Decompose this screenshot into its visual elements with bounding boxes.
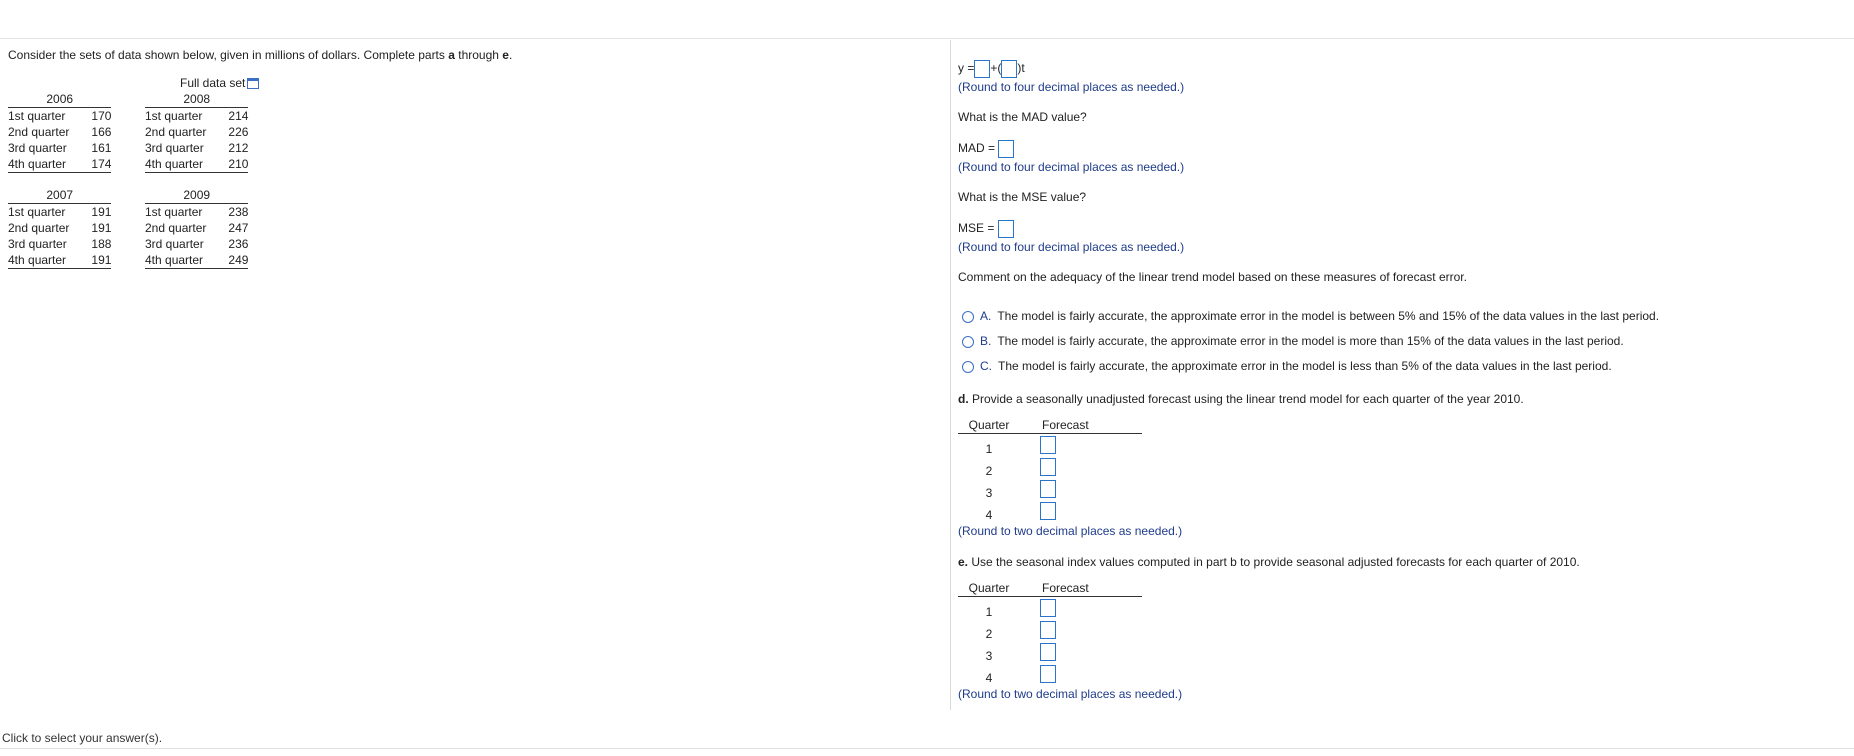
table-row: 4th quarter 174 (8, 157, 112, 171)
round-hint: (Round to two decimal places as needed.) (958, 687, 1183, 701)
table-row: 1st quarter 238 (145, 205, 249, 219)
panel-divider (950, 40, 951, 710)
round-hint: (Round to four decimal places as needed.) (958, 160, 1185, 174)
option-a[interactable]: A. The model is fairly accurate, the approximate error in the model is between 5% and 15% of the data values in the last period. (962, 309, 1659, 323)
table-row: 2nd quarter 247 (145, 221, 249, 235)
table-row: 3 (958, 641, 1142, 663)
forecast-d-q1-input[interactable] (1040, 436, 1056, 454)
table-row: 3rd quarter 161 (8, 141, 112, 155)
forecast-d-q2-input[interactable] (1040, 458, 1056, 476)
popup-window-icon[interactable] (247, 78, 259, 89)
forecast-table-d (958, 418, 1142, 522)
table-row: 1 (958, 597, 1142, 620)
option-b[interactable]: B. The model is fairly accurate, the approximate error in the model is more than 15% of the data values in the last period. (962, 334, 1624, 348)
forecast-header: Forecast (1020, 418, 1142, 434)
table-row: 1st quarter 214 (145, 109, 249, 123)
year-header: 2007 (8, 188, 111, 204)
table-row: 1st quarter 170 (8, 109, 112, 123)
footer-status: Click to select your answer(s). (2, 731, 163, 745)
radio-icon[interactable] (962, 311, 974, 323)
comment-question: Comment on the adequacy of the linear trend model based on these measures of forecast error. (958, 270, 1467, 284)
table-row: 2nd quarter 166 (8, 125, 112, 139)
table-row: 3rd quarter 236 (145, 237, 249, 251)
table-row: 4 (958, 500, 1142, 522)
forecast-e-q2-input[interactable] (1040, 621, 1056, 639)
forecast-d-q4-input[interactable] (1040, 502, 1056, 520)
full-data-set-link[interactable]: Full data set (180, 76, 259, 90)
intercept-input[interactable] (974, 60, 990, 78)
table-2007 (8, 188, 111, 269)
question-data-panel (8, 48, 948, 267)
table-row: 2 (958, 619, 1142, 641)
table-row: 1 (958, 434, 1142, 457)
mse-row: MSE = (958, 220, 1014, 238)
table-row: 1st quarter 191 (8, 205, 112, 219)
year-header: 2006 (8, 92, 111, 108)
year-header: 2009 (145, 188, 248, 204)
table-row: 3rd quarter 188 (8, 237, 112, 251)
intro-text: Consider the sets of data shown below, given in millions of dollars. Complete parts a through e. (8, 48, 513, 62)
forecast-header: Forecast (1020, 581, 1142, 597)
table-row: 4th quarter 249 (145, 253, 249, 267)
table-row: 4 (958, 663, 1142, 685)
table-row: 2 (958, 456, 1142, 478)
table-row: 4th quarter 191 (8, 253, 112, 267)
bottom-divider (0, 748, 1854, 749)
table-2009 (145, 188, 248, 269)
round-hint: (Round to two decimal places as needed.) (958, 524, 1183, 538)
table-row: 3rd quarter 212 (145, 141, 249, 155)
round-hint: (Round to four decimal places as needed.) (958, 80, 1185, 94)
quarter-header: Quarter (958, 581, 1020, 597)
part-d-prompt: d. Provide a seasonally unadjusted forecast using the linear trend model for each quarter of the year 2010. (958, 392, 1524, 406)
table-2006 (8, 92, 111, 173)
table-2008 (145, 92, 248, 173)
mad-input[interactable] (998, 140, 1014, 158)
forecast-table-e (958, 581, 1142, 685)
option-c[interactable]: C. The model is fairly accurate, the approximate error in the model is less than 5% of the data values in the last period. (962, 359, 1612, 373)
table-row: 4th quarter 210 (145, 157, 249, 171)
forecast-e-q1-input[interactable] (1040, 599, 1056, 617)
part-e-prompt: e. Use the seasonal index values computed in part b to provide seasonal adjusted forecasts for each quarter of 2010. (958, 555, 1580, 569)
forecast-e-q3-input[interactable] (1040, 643, 1056, 661)
trend-equation: y = +( )t (958, 60, 1025, 78)
table-row: 2nd quarter 191 (8, 221, 112, 235)
mse-input[interactable] (998, 220, 1014, 238)
top-bar (0, 0, 1854, 39)
round-hint: (Round to four decimal places as needed.) (958, 240, 1185, 254)
slope-input[interactable] (1001, 60, 1017, 78)
year-header: 2008 (145, 92, 248, 108)
mse-question: What is the MSE value? (958, 190, 1087, 204)
forecast-d-q3-input[interactable] (1040, 480, 1056, 498)
mad-row: MAD = (958, 140, 1014, 158)
table-row: 2nd quarter 226 (145, 125, 249, 139)
forecast-e-q4-input[interactable] (1040, 665, 1056, 683)
radio-icon[interactable] (962, 361, 974, 373)
table-row: 3 (958, 478, 1142, 500)
radio-icon[interactable] (962, 336, 974, 348)
mad-question: What is the MAD value? (958, 110, 1087, 124)
quarter-header: Quarter (958, 418, 1020, 434)
